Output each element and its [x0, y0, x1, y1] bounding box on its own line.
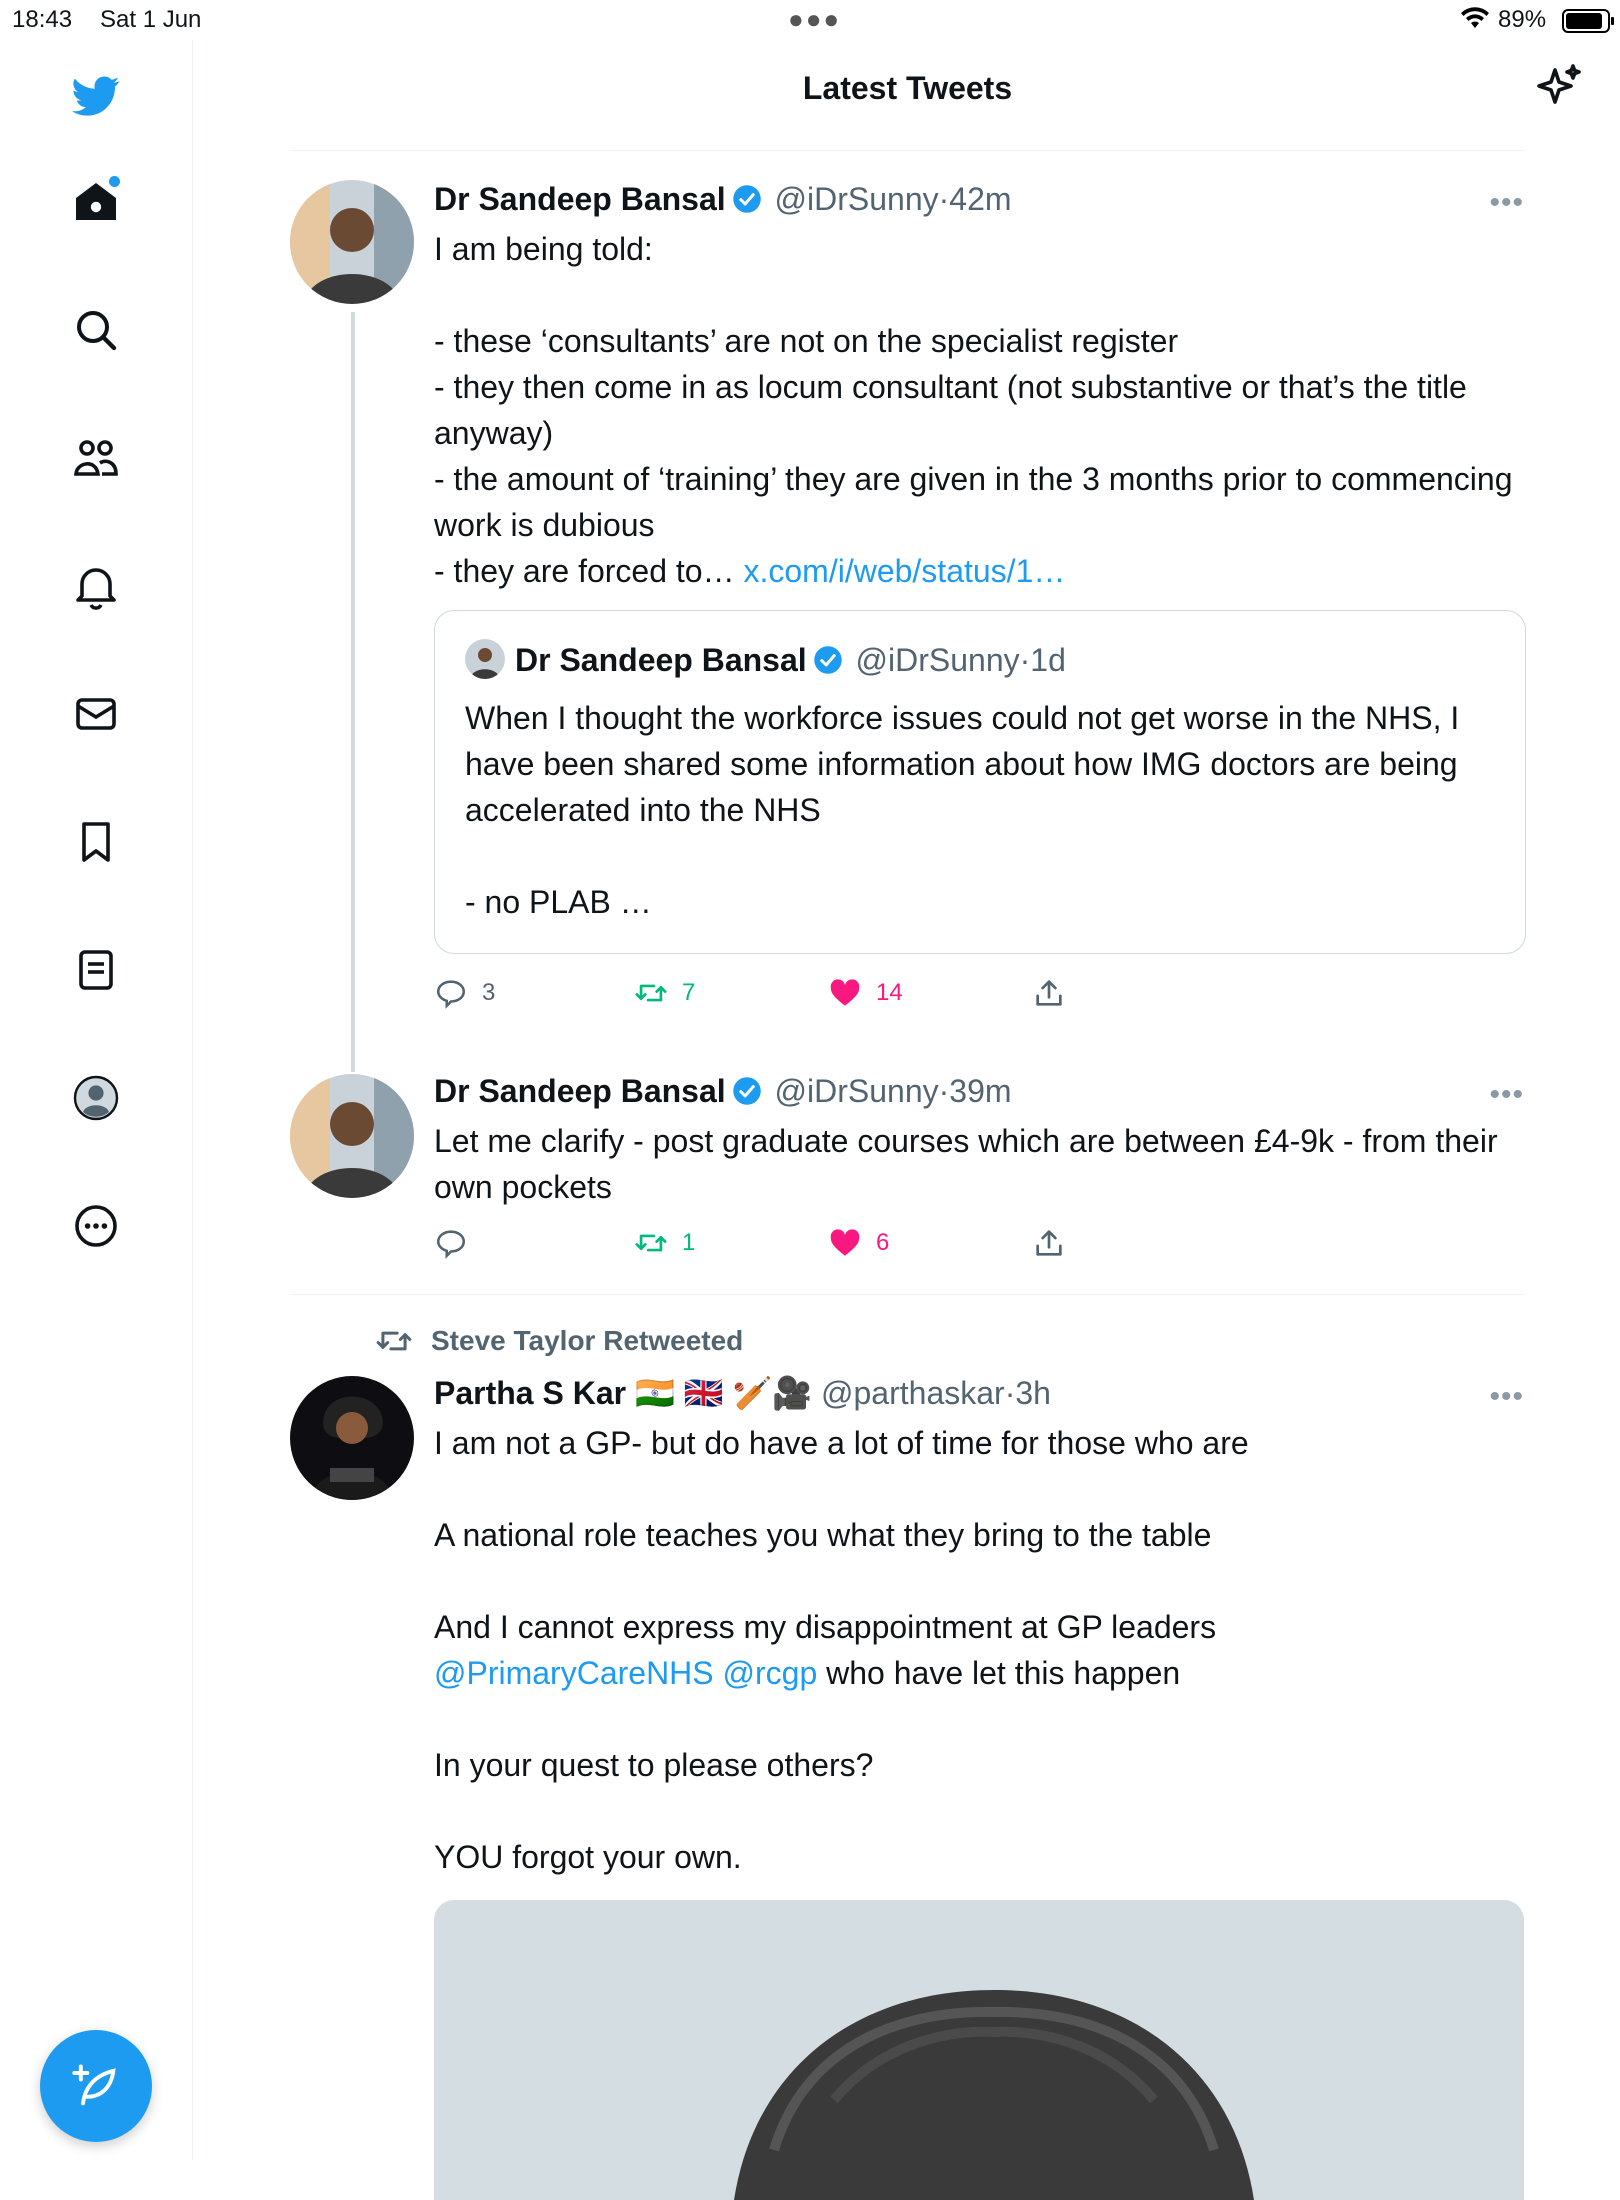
home-icon[interactable]: [60, 166, 132, 238]
tweet-content: [434, 1070, 1524, 1210]
media-image-illustration: [434, 1900, 1524, 2200]
tweet-actions: [434, 1226, 1134, 1266]
retweet-count: 1: [682, 1229, 696, 1256]
quoted-tweet[interactable]: [434, 610, 1526, 954]
reply-count: 3: [482, 979, 496, 1006]
retweet-icon: [634, 976, 668, 1010]
author-name-emoji: 🇮🇳 🇬🇧 🏏🎥: [634, 1375, 813, 1411]
tweet-line: - these ‘consultants’ are not on the specialist register: [434, 323, 1179, 359]
tweet-line: [434, 548, 1524, 594]
tweet[interactable]: [290, 1070, 1525, 1270]
verified-badge-icon: [732, 1076, 762, 1106]
tweet-line: And I cannot express my disappointment at GP leaders: [434, 1609, 1217, 1645]
thread-connector: [351, 312, 355, 1072]
profile-avatar-icon[interactable]: [60, 1062, 132, 1134]
tweet-time[interactable]: 42m: [949, 181, 1012, 217]
search-icon[interactable]: [60, 294, 132, 366]
tweet[interactable]: [290, 178, 1525, 1058]
tweet-line: - the amount of ‘training’ they are given in the 3 months prior to commencing work is dubious: [434, 461, 1513, 543]
tweet-line: In your quest to please others?: [434, 1747, 874, 1783]
author-handle[interactable]: @parthaskar: [821, 1375, 1005, 1411]
like-count: 6: [876, 1229, 890, 1256]
author-handle[interactable]: @iDrSunny: [774, 181, 939, 217]
author-name[interactable]: Partha S Kar: [434, 1375, 627, 1411]
reply-icon: [434, 976, 468, 1010]
quoted-author-name: Dr Sandeep Bansal: [515, 642, 807, 678]
tweet-content: [434, 1372, 1524, 1880]
quoted-author-handle: @iDrSunny: [855, 642, 1020, 678]
quoted-avatar: [465, 639, 505, 679]
author-name[interactable]: Dr Sandeep Bansal: [434, 181, 726, 217]
retweet-icon: [375, 1322, 413, 1360]
tweet-line: I am being told:: [434, 231, 653, 267]
like-count: 14: [876, 979, 903, 1006]
separator-dot: ·: [1019, 642, 1031, 678]
tweet-text: [434, 1420, 1524, 1880]
tweet-line: A national role teaches you what they bring to the table: [434, 1517, 1212, 1553]
mention-link[interactable]: @rcgp: [722, 1655, 818, 1691]
reply-icon: [434, 1226, 468, 1260]
retweeted-by-label[interactable]: [375, 1322, 743, 1360]
tweet-line: YOU forgot your own.: [434, 1839, 742, 1875]
separator-dot: ·: [1004, 1375, 1016, 1411]
lists-icon[interactable]: [60, 934, 132, 1006]
heart-filled-icon: [828, 976, 862, 1010]
author-handle[interactable]: @iDrSunny: [774, 1073, 939, 1109]
tweet-time[interactable]: 39m: [949, 1073, 1012, 1109]
separator-dot: ·: [938, 1073, 950, 1109]
messages-icon[interactable]: [60, 678, 132, 750]
verified-badge-icon: [732, 184, 762, 214]
tweet-line: - they then come in as locum consultant (not substantive or that’s the title anyway): [434, 369, 1467, 451]
reply-button[interactable]: [434, 1226, 482, 1260]
status-date: Sat 1 Jun: [100, 6, 202, 33]
sidebar: [0, 40, 193, 2160]
more-options-icon[interactable]: [60, 1190, 132, 1262]
compose-tweet-button[interactable]: [40, 2030, 152, 2142]
author-name[interactable]: Dr Sandeep Bansal: [434, 1073, 726, 1109]
page-title: Latest Tweets: [802, 70, 1013, 106]
retweet-button[interactable]: [634, 1226, 695, 1260]
share-button[interactable]: [1032, 1226, 1080, 1260]
quoted-tweet-text: [465, 695, 1505, 925]
tweet-more-icon[interactable]: •••: [1489, 1078, 1524, 1111]
tweet-header: [434, 178, 1524, 220]
status-time: 18:43: [12, 6, 73, 33]
sparkle-timeline-toggle-icon[interactable]: [1535, 62, 1583, 110]
tweet-divider: [290, 1294, 1525, 1295]
quoted-line: - no PLAB …: [465, 884, 652, 920]
home-notification-dot: [109, 176, 120, 187]
tweet-line-text: who have let this happen: [817, 1655, 1181, 1691]
battery-icon: [1562, 9, 1610, 33]
quoted-tweet-header: [465, 639, 1066, 679]
separator-dot: ·: [938, 181, 950, 217]
wifi-icon: [1460, 6, 1490, 37]
mention-link[interactable]: @PrimaryCareNHS: [434, 1655, 714, 1691]
notifications-bell-icon[interactable]: [60, 550, 132, 622]
multitasking-dots-icon[interactable]: ●●●: [788, 4, 842, 34]
quoted-tweet-time: 1d: [1030, 642, 1066, 678]
retweeted-by-text: Steve Taylor Retweeted: [431, 1325, 744, 1356]
tweet-text: [434, 226, 1524, 594]
like-button[interactable]: [828, 976, 903, 1010]
tweet-content: [434, 178, 1524, 594]
avatar[interactable]: [290, 180, 414, 304]
tweet-text: Let me clarify - post graduate courses which are between £4-9k - from their own pockets: [434, 1123, 1498, 1205]
compose-feather-icon: [70, 2060, 122, 2112]
tweet-more-icon[interactable]: •••: [1489, 186, 1524, 219]
share-button[interactable]: [1032, 976, 1080, 1010]
tweet-line: I am not a GP- but do have a lot of time for those who are: [434, 1425, 1249, 1461]
share-icon: [1032, 976, 1066, 1010]
bookmarks-icon[interactable]: [60, 806, 132, 878]
tweet-header: [434, 1070, 1524, 1112]
tweet-header: [434, 1372, 1524, 1414]
tweet-line-text: - they are forced to…: [434, 553, 735, 589]
timeline-header: [290, 40, 1525, 151]
avatar[interactable]: [290, 1376, 414, 1500]
tweet-actions: [434, 976, 1134, 1016]
tweet-more-icon[interactable]: •••: [1489, 1380, 1524, 1413]
battery-percent: 89%: [1498, 6, 1547, 33]
tweet-media-image[interactable]: [434, 1900, 1524, 2200]
tweet-link[interactable]: x.com/i/web/status/1…: [743, 553, 1066, 589]
quoted-line: When I thought the workforce issues could not get worse in the NHS, I have been shared some information about how IMG doctors are being accelerated into the NHS: [465, 700, 1460, 828]
like-button[interactable]: [828, 1226, 889, 1260]
status-bar: [0, 0, 1620, 40]
retweet-count: 7: [682, 979, 696, 1006]
tweet-line: [434, 1650, 1524, 1696]
retweet-icon: [634, 1226, 668, 1260]
reply-button[interactable]: [434, 976, 495, 1010]
tweet-time[interactable]: 3h: [1015, 1375, 1051, 1411]
communities-icon[interactable]: [60, 422, 132, 494]
retweet-button[interactable]: [634, 976, 695, 1010]
twitter-logo-icon[interactable]: [60, 60, 132, 132]
heart-filled-icon: [828, 1226, 862, 1260]
share-icon: [1032, 1226, 1066, 1260]
avatar[interactable]: [290, 1074, 414, 1198]
verified-badge-icon: [813, 645, 843, 675]
